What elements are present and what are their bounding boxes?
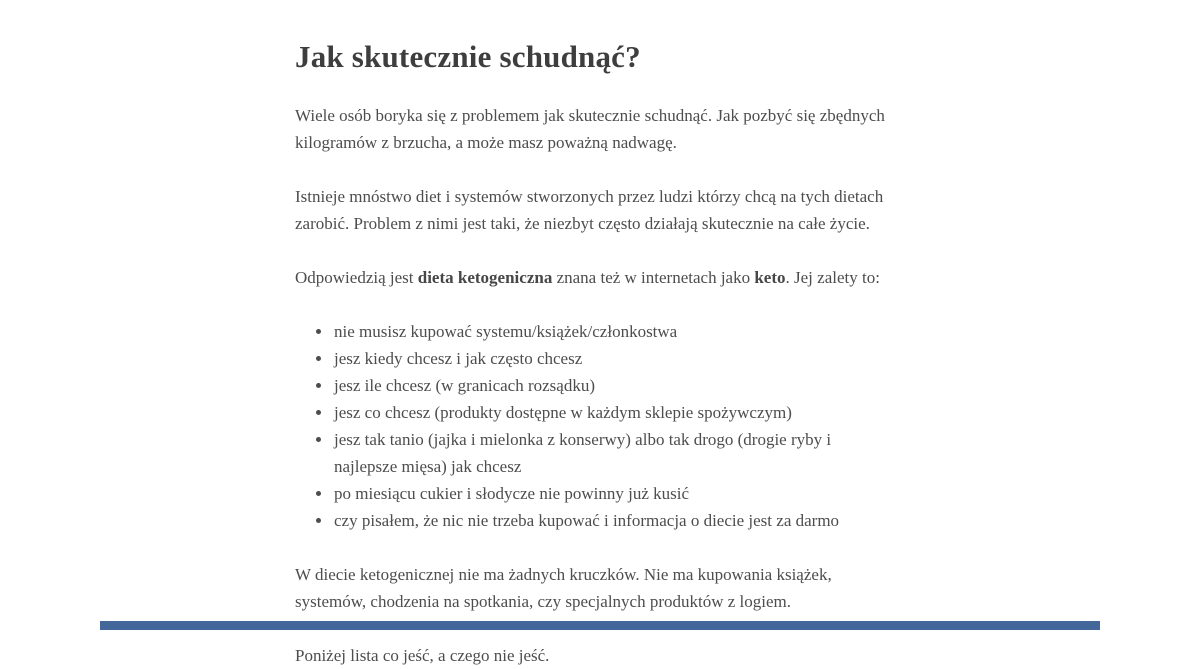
paragraph: Odpowiedzią jest dieta ketogeniczna znana też w internetach jako keto. Jej zalety to:: [295, 268, 880, 287]
list-item: • nie musisz kupować systemu/książek/członkostwa: [333, 318, 891, 345]
closing-paragraphs: [295, 561, 891, 669]
list-item: • jesz kiedy chcesz i jak często chcesz: [333, 345, 891, 372]
paragraph: Poniżej lista co jeść, a czego nie jeść.: [295, 646, 550, 665]
list-item: • po miesiącu cukier i słodycze nie powinny już kusić: [333, 480, 891, 507]
next-section-table-top-edge: [100, 621, 1100, 630]
list-item: • jesz tak tanio (jajka i mielonka z konserwy) albo tak drogo (drogie ryby i najlepsze mięsa) jak chcesz: [333, 426, 891, 480]
article-title: Jak skutecznie schudnąć?: [295, 39, 641, 74]
keto-benefits-list: [295, 318, 891, 534]
content-wrapper: [100, 0, 1100, 665]
list-item: • jesz ile chcesz (w granicach rozsądku): [333, 372, 891, 399]
article: [295, 0, 891, 669]
paragraph: W diecie ketogenicznej nie ma żadnych kruczków. Nie ma kupowania książek, systemów, chodzenia na spotkania, czy specjalnych produktów z logiem.: [295, 565, 832, 611]
list-item: • jesz co chcesz (produkty dostępne w każdym sklepie spożywczym): [333, 399, 891, 426]
list-item: • czy pisałem, że nic nie trzeba kupować i informacja o diecie jest za darmo: [333, 507, 891, 534]
bold-keyword: dieta ketogeniczna: [417, 268, 553, 287]
paragraph: Wiele osób boryka się z problemem jak skutecznie schudnąć. Jak pozbyć się zbędnych kilogramów z brzucha, a może masz poważną nadwagę.: [295, 106, 885, 152]
paragraph: Istnieje mnóstwo diet i systemów stworzonych przez ludzi którzy chcą na tych dietach zarobić. Problem z nimi jest taki, że niezbyt często działają skutecznie na całe życie.: [295, 187, 884, 233]
bold-keyword: keto: [754, 268, 786, 287]
intro-paragraphs: [295, 102, 891, 291]
